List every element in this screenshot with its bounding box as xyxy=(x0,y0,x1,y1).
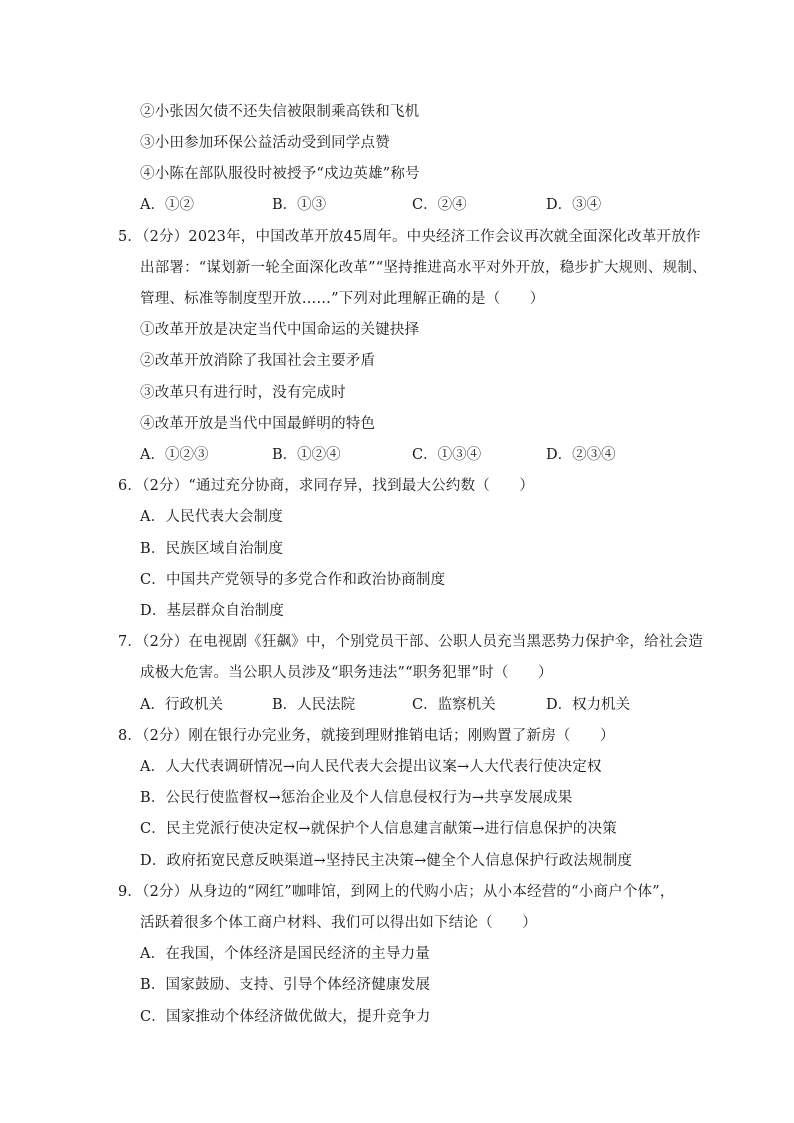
q9-choice-b[interactable]: B．国家鼓励、支持、引导个体经济健康发展 xyxy=(140,977,431,993)
q7-choice-c[interactable]: C．监察机关 xyxy=(412,697,496,713)
q9-stem-line-2: 活跃着很多个体工商户材料、我们可以得出如下结论（ ） xyxy=(140,915,537,931)
q6-choice-b[interactable]: B．民族区域自治制度 xyxy=(140,541,284,557)
q4-option-3: ③小田参加环保公益活动受到同学点赞 xyxy=(140,135,390,151)
q4-choice-c[interactable]: C．②④ xyxy=(412,197,467,213)
q4-choice-d[interactable]: D．③④ xyxy=(546,197,602,213)
q5-option-4: ④改革开放是当代中国最鲜明的特色 xyxy=(140,416,376,432)
q7-stem-line-1: 7．（2分）在电视剧《狂飙》中，个别党员干部、公职人员充当黑恶势力保护伞，给社会造 xyxy=(118,634,703,650)
q6-choice-c[interactable]: C．中国共产党领导的多党合作和政治协商制度 xyxy=(140,572,446,588)
q6-stem-line-1: 6．（2分）“通过充分协商，求同存异，找到最大公约数（ ） xyxy=(118,478,535,494)
q5-choice-c[interactable]: C．①③④ xyxy=(412,447,482,463)
q7-choice-a[interactable]: A．行政机关 xyxy=(140,697,223,713)
q7-choice-b[interactable]: B．人民法院 xyxy=(272,697,356,713)
q8-choice-b[interactable]: B．公民行使监督权→惩治企业及个人信息侵权行为→共享发展成果 xyxy=(140,790,573,806)
q4-choices xyxy=(140,195,700,215)
q5-stem-line-3: 管理、标准等制度型开放……”下列对此理解正确的是（ ） xyxy=(140,291,545,307)
q8-stem-line-1: 8．（2分）刚在银行办完业务，就接到理财推销电话；刚购置了新房（ ） xyxy=(118,728,615,744)
q7-stem-line-2: 成极大危害。当公职人员涉及“职务违法”“职务犯罪”时（ ） xyxy=(140,665,553,681)
q4-choice-a[interactable]: A．①② xyxy=(140,197,194,213)
q6-choice-a[interactable]: A．人民代表大会制度 xyxy=(140,509,283,525)
q9-stem-line-1: 9．（2分）从身边的“网红”咖啡馆，到网上的代购小店；从小本经营的“小商户个体”， xyxy=(118,884,675,900)
q8-choice-c[interactable]: C．民主党派行使决定权→就保护个人信息建言献策→进行信息保护的决策 xyxy=(140,821,617,837)
q7-choice-d[interactable]: D．权力机关 xyxy=(546,697,631,713)
q4-option-4: ④小陈在部队服役时被授予“戍边英雄”称号 xyxy=(140,166,420,182)
q5-stem-line-2: 出部署：“谋划新一轮全面深化改革”“坚持推进高水平对外开放，稳步扩大规则、规制、 xyxy=(140,260,707,276)
q5-stem-line-1: 5．（2分）2023年，中国改革开放45周年。中央经济工作会议再次就全面深化改革开放作 xyxy=(118,229,701,245)
q8-choice-a[interactable]: A．人大代表调研情况→向人民代表大会提出议案→人大代表行使决定权 xyxy=(140,759,602,775)
q5-option-2: ②改革开放消除了我国社会主要矛盾 xyxy=(140,353,376,369)
q8-choice-d[interactable]: D．政府拓宽民意反映渠道→坚持民主决策→健全个人信息保护行政法规制度 xyxy=(140,853,633,869)
q5-choice-d[interactable]: D．②③④ xyxy=(546,447,616,463)
q7-choices xyxy=(140,695,700,715)
q9-choice-a[interactable]: A．在我国，个体经济是国民经济的主导力量 xyxy=(140,946,430,962)
q9-choice-c[interactable]: C．国家推动个体经济做优做大，提升竞争力 xyxy=(140,1009,431,1025)
q6-choice-d[interactable]: D．基层群众自治制度 xyxy=(140,603,285,619)
q5-option-3: ③改革只有进行时，没有完成时 xyxy=(140,385,346,401)
q5-option-1: ①改革开放是决定当代中国命运的关键抉择 xyxy=(140,322,420,338)
q5-choice-b[interactable]: B．①②④ xyxy=(272,447,341,463)
q4-option-2: ②小张因欠债不还失信被限制乘高铁和飞机 xyxy=(140,104,420,120)
q5-choice-a[interactable]: A．①②③ xyxy=(140,447,209,463)
q5-choices xyxy=(140,445,700,465)
q4-choice-b[interactable]: B．①③ xyxy=(272,197,327,213)
